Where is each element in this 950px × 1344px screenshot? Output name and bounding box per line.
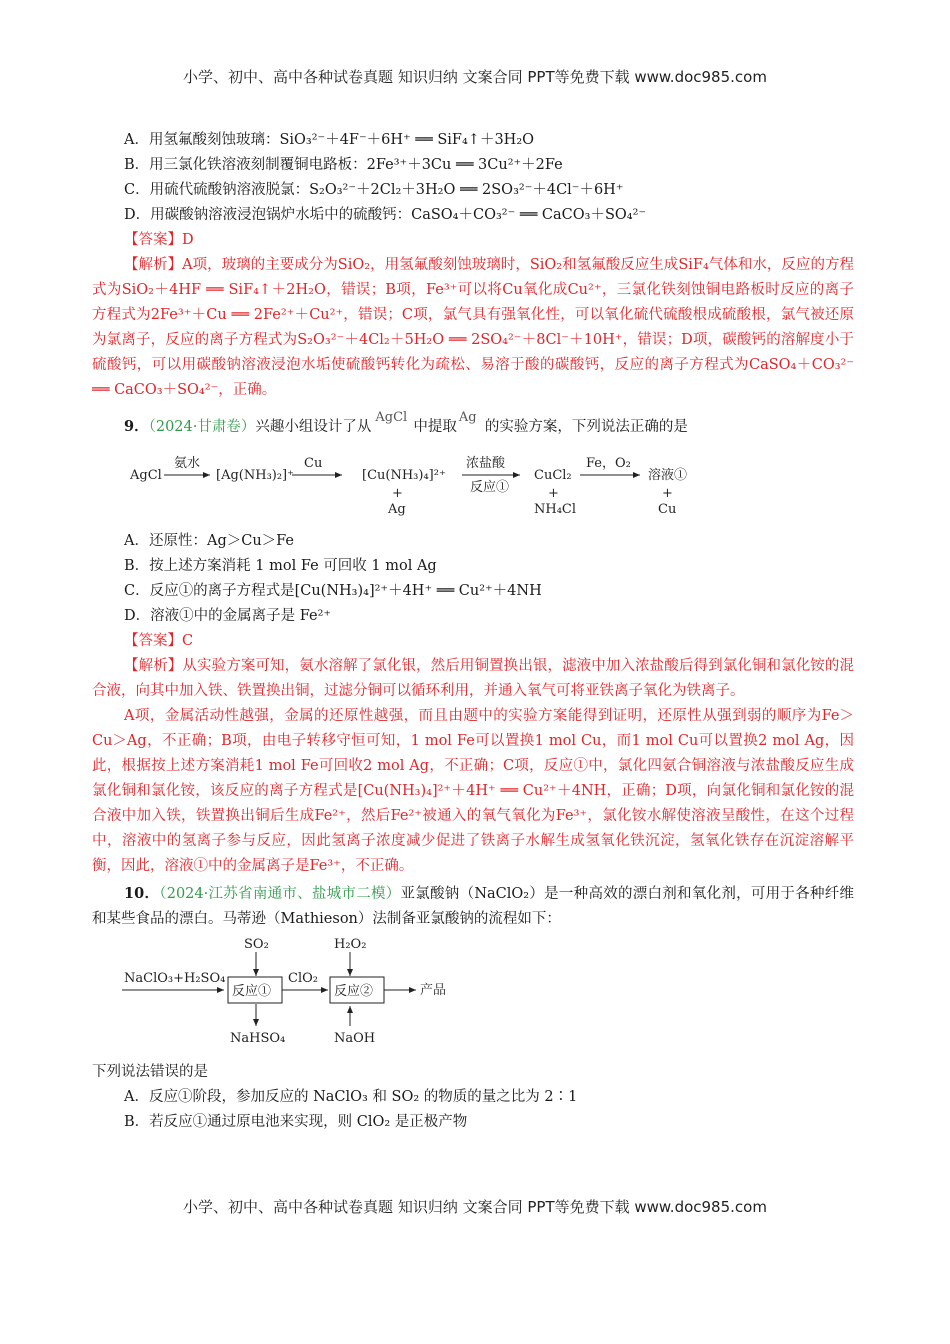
scheme-reagent-4: Fe，O₂ xyxy=(586,456,631,471)
scheme-plus-2: + xyxy=(548,486,559,501)
flow-product: 产品 xyxy=(420,983,447,998)
q10-prompt: 下列说法错误的是 xyxy=(92,1064,208,1080)
q8-options xyxy=(92,128,854,228)
scheme-ag: Ag xyxy=(388,502,406,517)
q8-option-b: B．用三氯化铁溶液刻制覆铜电路板：2Fe³⁺＋3Cu ══ 3Cu²⁺＋2Fe xyxy=(124,157,563,173)
q9-analysis-1 xyxy=(92,654,854,704)
q10-options xyxy=(92,1085,854,1135)
scheme-reagent-3: 浓盐酸 xyxy=(466,456,506,471)
q9-option-a: A．还原性：Ag＞Cu＞Fe xyxy=(124,533,295,549)
q9-reaction-scheme xyxy=(92,451,854,521)
q9-analysis-label: 【解析】 xyxy=(124,658,183,674)
q8-answer: 【答案】D xyxy=(124,232,194,248)
q10-flow-diagram xyxy=(92,934,854,1054)
q8-option-a: A．用氢氟酸刻蚀玻璃：SiO₃²⁻＋4F⁻＋6H⁺ ══ SiF₄↑＋3H₂O xyxy=(124,132,535,148)
q9-stem-part-b: 中提取 xyxy=(413,419,457,435)
flow-nahso4: NaHSO₄ xyxy=(230,1031,286,1046)
header-banner: 小学、初中、高中各种试卷真题 知识归纳 文案合同 PPT等免费下载 www.doc985.com xyxy=(183,68,767,86)
scheme-nh4cl: NH₄Cl xyxy=(534,502,577,517)
scheme-cucl2: CuCl₂ xyxy=(534,468,572,483)
q8-analysis xyxy=(92,253,854,403)
flow-feed: NaClO₃+H₂SO₄ xyxy=(124,971,226,986)
q9-analysis-text-1: 从实验方案可知，氨水溶解了氯化银，然后用铜置换出银，滤液中加入浓盐酸后得到氯化铜和氯化铵的混合液，向其中加入铁、铁置换出铜，过滤分铜可以循环利用，并通入氧气可将亚铁离子氧化为铁离子。 xyxy=(92,658,855,699)
q8-analysis-text: A项，玻璃的主要成分为SiO₂，用氢氟酸刻蚀玻璃时，SiO₂和氢氟酸反应生成SiF₄气体和水，反应的方程式为SiO₂＋4HF ══ SiF₄↑＋2H₂O，错误；B项，Fe³⁺可以将Cu氧化成Cu²⁺，三氯化铁刻蚀铜电路板时反应的离子方程式为2Fe³⁺＋Cu ══ 2Fe²⁺＋Cu²⁺，错误；C项，氯气具有强氧化性，可以氧化硫代硫酸根成硫酸根，氯气被还原为氯离子，反应的离子方程式为S₂O₃²⁻＋4Cl₂＋5H₂O ══ 2SO₄²⁻＋8Cl⁻＋10H⁺，错误；D项，碳酸钙的溶解度小于硫酸钙，可以用碳酸钠溶液浸泡水垢使硫酸钙转化为疏松、易溶于酸的碳酸钙，反应的离子方程式为CaSO₄＋CO₃²⁻ ══ CaCO₃＋SO₄²⁻，正确。 xyxy=(92,257,854,398)
scheme-plus-1: + xyxy=(392,486,403,501)
q10-source: （2024·江苏省南通市、盐城市二模） xyxy=(159,886,401,902)
q9-answer: 【答案】C xyxy=(124,633,194,649)
q9-option-d: D．溶液①中的金属离子是 Fe²⁺ xyxy=(124,608,332,624)
scheme-complex-2: [Cu(NH₃)₄]²⁺ xyxy=(362,468,446,483)
q8-option-d: D．用碳酸钠溶液浸泡锅炉水垢中的硫酸钙：CaSO₄＋CO₃²⁻ ══ CaCO₃＋SO₄²⁻ xyxy=(124,207,647,223)
scheme-reagent-1: 氨水 xyxy=(174,456,201,471)
q9-analysis-2: A项，金属活动性越强，金属的还原性越强，而且由题中的实验方案能得到证明，还原性从强到弱的顺序为Fe＞Cu＞Ag，不正确；B项，由电子转移守恒可知，1 mol Fe可以置换1 mol Cu，而1 mol Cu可以置换2 mol Ag，因此，根据按上述方案消耗1 mol Fe可回收2 mol Ag，不正确；C项，反应①中，氯化四氨合铜溶液与浓盐酸反应生成氯化铜和氯化铵，该反应的离子方程式是[Cu(NH₃)₄]²⁺＋4H⁺ ══ Cu²⁺＋4NH，正确；D项，向氯化铜和氯化铵的混合液中加入铁，铁置换出铜后生成Fe²⁺，然后Fe²⁺被通入的氧气氧化为Fe³⁺，氯化铵水解使溶液呈酸性，在这个过程中，溶液中的氢离子参与反应，因此氢离子浓度减少促进了铁离子水解生成氢氧化铁沉淀，氢氧化铁存在沉淀溶解平衡，因此，溶液①中的金属离子是Fe³⁺，不正确。 xyxy=(92,708,854,874)
q9-option-b: B．按上述方案消耗 1 mol Fe 可回收 1 mol Ag xyxy=(124,558,437,574)
q10-stem xyxy=(92,881,854,932)
scheme-plus-3: + xyxy=(662,486,673,501)
q9-ag-label: Ag xyxy=(458,410,477,425)
q9-number: 9． xyxy=(124,418,149,435)
flow-box-2-label: 反应② xyxy=(334,984,374,999)
q8-analysis-label: 【解析】 xyxy=(124,257,183,273)
q10-option-a: A．反应①阶段，参加反应的 NaClO₃ 和 SO₂ 的物质的量之比为 2∶1 xyxy=(124,1089,578,1105)
scheme-reaction-1: 反应① xyxy=(470,480,510,495)
scheme-agcl: AgCl xyxy=(130,468,162,483)
q9-option-c: C．反应①的离子方程式是[Cu(NH₃)₄]²⁺＋4H⁺ ══ Cu²⁺＋4NH xyxy=(124,583,542,599)
q9-agcl-label: AgCl xyxy=(375,410,408,425)
flow-h2o2: H₂O₂ xyxy=(334,937,367,952)
footer-banner: 小学、初中、高中各种试卷真题 知识归纳 文案合同 PPT等免费下载 www.doc985.com xyxy=(183,1198,767,1216)
flow-naoh: NaOH xyxy=(334,1031,376,1046)
document-body xyxy=(92,128,854,1135)
q9-stem xyxy=(92,407,854,447)
q9-source: （2024·甘肃卷） xyxy=(148,419,256,435)
q9-stem-part-c: 的实验方案，下列说法正确的是 xyxy=(484,419,688,435)
q10-stem-text: 亚氯酸钠（NaClO₂）是一种高效的漂白剂和氧化剂，可用于各种纤维和某些食品的漂白。马蒂逊（Mathieson）法制备亚氯酸钠的流程如下： xyxy=(92,886,854,927)
q10-number: 10． xyxy=(124,885,160,902)
q10-flow-svg xyxy=(92,934,854,1054)
flow-clo2: ClO₂ xyxy=(288,971,318,986)
scheme-complex-1: [Ag(NH₃)₂]⁺ xyxy=(216,468,294,483)
flow-box-1-label: 反应① xyxy=(232,984,272,999)
q9-options xyxy=(92,529,854,629)
q9-stem-part-a: 兴趣小组设计了从 xyxy=(255,419,372,435)
scheme-solution-1: 溶液① xyxy=(648,468,688,483)
scheme-cu: Cu xyxy=(658,502,677,517)
q10-option-b: B．若反应①通过原电池来实现，则 ClO₂ 是正极产物 xyxy=(124,1114,468,1130)
q8-option-c: C．用硫代硫酸钠溶液脱氯：S₂O₃²⁻＋2Cl₂＋3H₂O ══ 2SO₃²⁻＋4Cl⁻＋6H⁺ xyxy=(124,182,624,198)
flow-so2: SO₂ xyxy=(244,937,269,952)
q9-scheme-svg xyxy=(92,451,854,521)
scheme-reagent-2: Cu xyxy=(304,456,323,471)
